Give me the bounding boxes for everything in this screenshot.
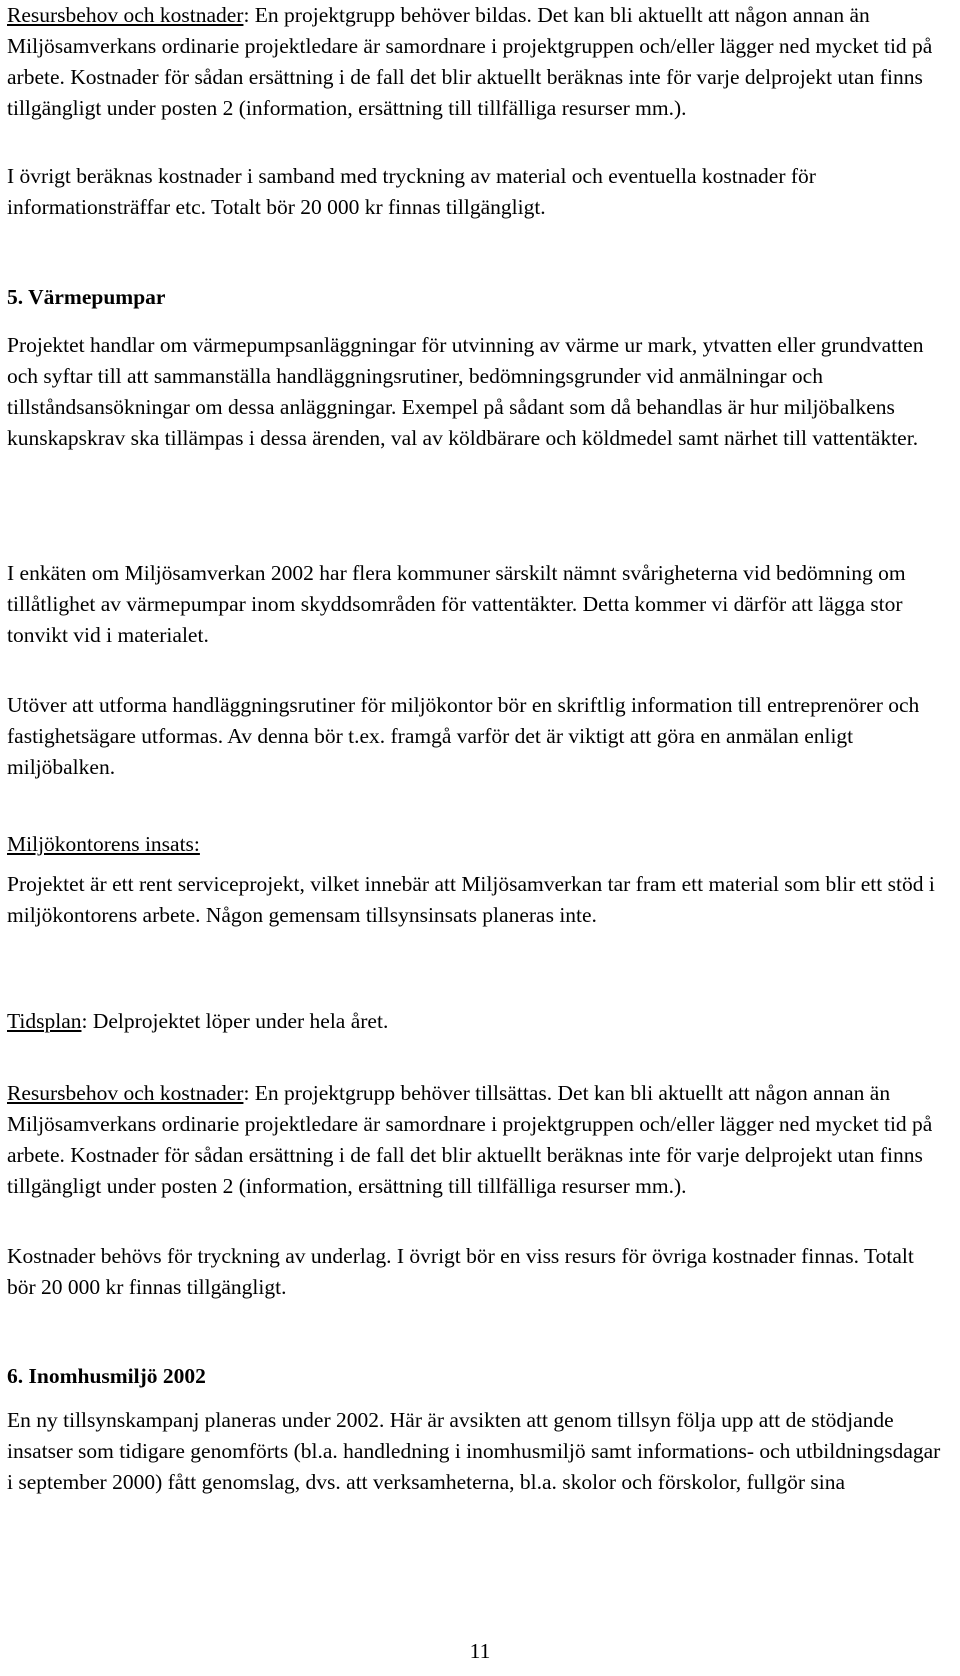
page-number: 11: [469, 1639, 491, 1663]
section-label: Miljökontorens insats:: [7, 832, 200, 856]
section-label: Tidsplan: [7, 1009, 82, 1033]
paragraph-text: : Delprojektet löper under hela året.: [81, 1009, 389, 1033]
paragraph-campaign: En ny tillsynskampanj planeras under 2002. Här är avsikten att genom tillsyn följa upp att de stödjande insatser som tidigare genomförts (bl.a. handledning i inomhusmiljö samt informations- och utbildningsdagar i september 2000) fått genomslag, dvs. att verksamheterna, bl.a. skolor och förskolor, fullgör sina: [7, 1408, 941, 1494]
paragraph-costs-2: Kostnader behövs för tryckning av underlag. I övrigt bör en viss resurs för övriga kostnader finnas. Totalt bör 20 000 kr finnas tillgängligt.: [7, 1244, 914, 1299]
section-label: Resursbehov och kostnader: [7, 3, 244, 27]
paragraph-service-project: Projektet är ett rent serviceprojekt, vilket innebär att Miljösamverkan tar fram ett material som blir ett stöd i miljökontorens arbete. Någon gemensam tillsynsinsats planeras inte.: [7, 872, 935, 927]
paragraph-information: Utöver att utforma handläggningsrutiner för miljökontor bör en skriftlig information till entreprenörer och fastighetsägare utformas. Av denna bör t.ex. framgå varför det är viktigt att göra en anmälan enligt miljöbalken.: [7, 693, 920, 779]
paragraph-survey: I enkäten om Miljösamverkan 2002 har flera kommuner särskilt nämnt svårigheterna vid bedömning om tillåtlighet av värmepumpar inom skyddsområden för vattentäkter. Detta kommer vi därför att lägga stor tonvikt vid i materialet.: [7, 561, 906, 647]
paragraph-text: : En projektgrupp behöver bildas. Det kan bli aktuellt att någon annan än Miljösamverkans ordinarie projektledare är samordnare i projektgruppen och/eller lägger ned mycket tid på arbete. Kostnader för sådan ersättning i de fall det blir aktuellt beräknas inte för varje delprojekt utan finns tillgängligt under posten 2 (information, ersättning till tillfälliga resurser mm.).: [7, 3, 933, 120]
paragraph-text: : En projektgrupp behöver tillsättas. Det kan bli aktuellt att någon annan än Miljösamverkans ordinarie projektledare är samordnare i projektgruppen och/eller lägger ned mycket tid på arbete. Kostnader för sådan ersättning i de fall det blir aktuellt beräknas inte för varje delprojekt utan finns tillgängligt under posten 2 (information, ersättning till tillfälliga resurser mm.).: [7, 1081, 933, 1198]
paragraph-schedule: [7, 1006, 947, 1037]
section-heading-5: 5. Värmepumpar: [7, 285, 166, 309]
paragraph-project-description: Projektet handlar om värmepumpsanläggningar för utvinning av värme ur mark, ytvatten eller grundvatten och syftar till att sammanställa handläggningsrutiner, bedömningsgrunder vid anmälningar och tillståndsansökningar om dessa anläggningar. Exempel på sådant som då behandlas är hur miljöbalkens kunskapskrav ska tillämpas i dessa ärenden, val av köldbärare och köldmedel samt närhet till vattentäkter.: [7, 333, 924, 450]
section-heading-6: 6. Inomhusmiljö 2002: [7, 1364, 206, 1388]
paragraph-resource-needs-2: [7, 1078, 947, 1202]
section-label: Resursbehov och kostnader: [7, 1081, 244, 1105]
paragraph-office-effort-label: [7, 829, 947, 860]
paragraph-costs-1: I övrigt beräknas kostnader i samband med tryckning av material och eventuella kostnader för informationsträffar etc. Totalt bör 20 000 kr finnas tillgängligt.: [7, 164, 816, 219]
paragraph-resource-needs-1: [7, 0, 947, 124]
